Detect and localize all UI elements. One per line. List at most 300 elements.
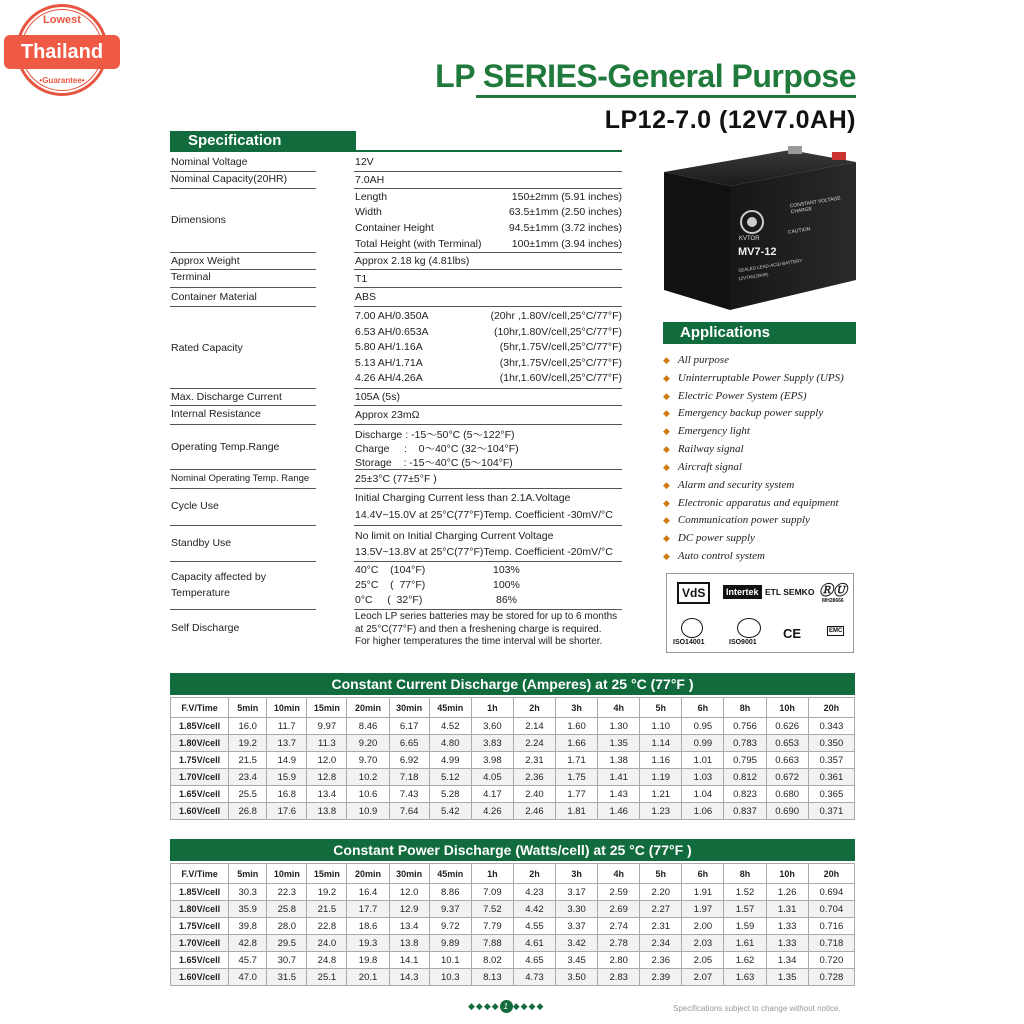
table-cell: 0.357 [808,752,854,769]
table-cell: 0.756 [724,718,766,735]
table-header-cell: 30min [389,698,429,718]
spec-value: Approx 23mΩ [355,409,420,421]
table-cell: 2.31 [513,752,555,769]
table-cell: 1.75V/cell [171,752,229,769]
current-table-title: Constant Current Discharge (Amperes) at 25 °C (77°F ) [170,673,855,695]
table-cell: 1.59 [724,918,766,935]
spec-value: ABS [355,291,377,303]
cap-pct: 86% [496,594,518,606]
rated-cond: (3hr,1.75V/cell,25°C/77°F) [499,357,622,369]
table-cell: 0.663 [766,752,808,769]
table-cell: 1.33 [766,935,808,952]
application-item: ◆ Communication power supply [663,514,810,526]
table-cell: 1.52 [724,884,766,901]
rated-value: 5.13 AH/1.71A [355,357,423,369]
badge-bottom-text: •Guarantee• [39,76,85,85]
table-cell: 47.0 [229,969,267,986]
spec-value: 7.0AH [355,174,385,186]
dim-name: Container Height [355,222,434,234]
certification-logos [666,573,854,653]
rated-value: 4.26 AH/4.26A [355,372,423,384]
standby-line: No limit on Initial Charging Current Voltage [355,530,554,542]
table-header-row [171,864,855,884]
table-cell: 9.70 [347,752,389,769]
table-cell: 8.02 [471,952,513,969]
application-item: ◆ Emergency backup power supply [663,407,824,419]
self-discharge-line: at 25°C(77°F) and then a freshening charge is required. [355,624,602,635]
table-cell: 0.690 [766,803,808,820]
table-cell: 1.91 [682,884,724,901]
table-cell: 4.65 [513,952,555,969]
table-cell: 10.9 [347,803,389,820]
table-cell: 19.2 [307,884,347,901]
table-cell: 0.371 [808,803,854,820]
table-cell: 2.59 [598,884,640,901]
table-cell: 7.52 [471,901,513,918]
table-cell: 5.28 [429,786,471,803]
table-cell: 0.718 [808,935,854,952]
table-cell: 2.80 [598,952,640,969]
table-cell: 1.61 [724,935,766,952]
table-cell: 9.89 [429,935,471,952]
table-cell: 1.01 [682,752,724,769]
table-cell: 6.65 [389,735,429,752]
table-cell: 2.74 [598,918,640,935]
table-cell: 17.7 [347,901,389,918]
intertek-logo: Intertek [723,585,762,599]
table-cell: 4.99 [429,752,471,769]
table-header-cell: F.V/Time [171,698,229,718]
battery-model: MV7-12 [738,246,777,258]
table-cell: 3.37 [556,918,598,935]
standby-line: 13.5V~13.8V at 25°C(77°F)Temp. Coefficient -20mV/°C [355,546,613,558]
table-cell: 4.05 [471,769,513,786]
diamond-icon: ◆ [663,355,670,365]
table-cell: 1.30 [598,718,640,735]
table-cell: 0.672 [766,769,808,786]
rated-value: 5.80 AH/1.16A [355,341,423,353]
table-cell: 8.86 [429,884,471,901]
table-cell: 2.39 [640,969,682,986]
table-cell: 22.8 [307,918,347,935]
table-cell: 0.812 [724,769,766,786]
rated-value: 6.53 AH/0.653A [355,326,429,338]
table-cell: 21.5 [229,752,267,769]
spec-label: Nominal Voltage [171,156,248,168]
table-header-cell: 8h [724,864,766,884]
op-temp-line: Storage : -15～40°C (5～104°F) [355,457,513,469]
iso14001-icon [681,618,703,638]
table-header-cell: 3h [556,864,598,884]
spec-label: Capacity affected by [171,571,266,583]
table-cell: 1.81 [556,803,598,820]
table-cell: 1.04 [682,786,724,803]
table-cell: 30.7 [267,952,307,969]
applications-heading: Applications [663,322,856,344]
table-header-cell: 10h [766,864,808,884]
table-cell: 28.0 [267,918,307,935]
table-cell: 2.46 [513,803,555,820]
table-cell: 1.16 [640,752,682,769]
table-cell: 23.4 [229,769,267,786]
spec-label: Cycle Use [171,500,219,512]
application-item: ◆ Electronic apparatus and equipment [663,497,839,509]
table-cell: 17.6 [267,803,307,820]
application-item: ◆ All purpose [663,354,729,366]
table-cell: 14.9 [267,752,307,769]
table-row [171,752,855,769]
table-cell: 3.83 [471,735,513,752]
table-cell: 9.72 [429,918,471,935]
table-cell: 0.694 [808,884,854,901]
iso14001-label: ISO14001 [673,639,705,646]
table-cell: 14.1 [389,952,429,969]
table-cell: 13.7 [267,735,307,752]
table-cell: 1.63 [724,969,766,986]
table-cell: 3.60 [471,718,513,735]
table-header-cell: 1h [471,864,513,884]
badge-top-text: Lowest [43,14,81,26]
cap-temp: 40°C (104°F) [355,564,426,576]
table-cell: 0.823 [724,786,766,803]
ul-number: MH28666 [822,598,844,604]
table-cell: 5.42 [429,803,471,820]
spec-label: Self Discharge [171,622,240,634]
spec-value: 25±3°C (77±5°F ) [355,473,437,485]
title-rule [476,95,856,98]
table-header-cell: 15min [307,698,347,718]
table-row [171,952,855,969]
power-table-title: Constant Power Discharge (Watts/cell) at 25 °C (77°F ) [170,839,855,861]
table-cell: 22.3 [267,884,307,901]
table-cell: 1.38 [598,752,640,769]
table-cell: 29.5 [267,935,307,952]
battery-image [660,140,860,312]
table-cell: 3.50 [556,969,598,986]
table-cell: 15.9 [267,769,307,786]
table-cell: 16.0 [229,718,267,735]
table-header-cell: 3h [556,698,598,718]
table-cell: 1.21 [640,786,682,803]
table-cell: 2.36 [640,952,682,969]
table-header-cell: 5min [229,864,267,884]
table-cell: 1.80V/cell [171,901,229,918]
table-cell: 10.6 [347,786,389,803]
table-cell: 0.720 [808,952,854,969]
table-cell: 2.78 [598,935,640,952]
application-item: ◆ DC power supply [663,532,755,544]
table-cell: 4.17 [471,786,513,803]
table-cell: 1.57 [724,901,766,918]
table-row [171,935,855,952]
cycle-line: Initial Charging Current less than 2.1A.Voltage [355,492,571,504]
table-cell: 2.05 [682,952,724,969]
table-cell: 1.70V/cell [171,935,229,952]
table-cell: 2.03 [682,935,724,952]
lowest-price-badge [4,4,120,100]
table-cell: 3.17 [556,884,598,901]
dim-name: Total Height (with Terminal) [355,238,482,250]
table-cell: 0.795 [724,752,766,769]
table-cell: 16.4 [347,884,389,901]
table-row [171,769,855,786]
table-cell: 1.71 [556,752,598,769]
table-header-cell: 10min [267,864,307,884]
table-cell: 25.5 [229,786,267,803]
table-cell: 1.03 [682,769,724,786]
table-cell: 25.8 [267,901,307,918]
table-cell: 1.75V/cell [171,918,229,935]
table-row [171,969,855,986]
spec-label: Dimensions [171,214,226,226]
spec-heading: Specification [170,131,356,151]
table-cell: 1.14 [640,735,682,752]
cap-temp: 0°C ( 32°F) [355,594,423,606]
table-cell: 0.361 [808,769,854,786]
table-cell: 1.34 [766,952,808,969]
table-cell: 0.653 [766,735,808,752]
spec-label: Terminal [171,271,211,283]
table-cell: 9.97 [307,718,347,735]
current-discharge-table [170,697,855,820]
table-cell: 24.8 [307,952,347,969]
application-item: ◆ Auto control system [663,550,765,562]
iso9001-icon [737,618,761,638]
table-cell: 1.85V/cell [171,718,229,735]
spec-heading-rule [170,150,622,152]
rated-cond: (10hr,1.80V/cell,25°C/77°F) [493,326,622,338]
table-row [171,718,855,735]
table-cell: 1.19 [640,769,682,786]
emc-logo: EMC [829,628,843,634]
table-cell: 1.85V/cell [171,884,229,901]
table-cell: 20.1 [347,969,389,986]
dim-value: 150±2mm (5.91 inches) [511,191,622,203]
table-cell: 4.42 [513,901,555,918]
table-cell: 0.626 [766,718,808,735]
table-cell: 11.7 [267,718,307,735]
table-cell: 9.37 [429,901,471,918]
table-header-cell: 2h [513,698,555,718]
diamond-icon: ◆ [663,462,670,472]
table-cell: 19.2 [229,735,267,752]
table-header-cell: F.V/Time [171,864,229,884]
table-cell: 7.64 [389,803,429,820]
table-header-cell: 8h [724,698,766,718]
table-cell: 1.43 [598,786,640,803]
table-cell: 39.8 [229,918,267,935]
table-cell: 3.30 [556,901,598,918]
table-cell: 2.69 [598,901,640,918]
ce-logo: CE [783,626,802,641]
table-cell: 2.27 [640,901,682,918]
table-header-cell: 15min [307,864,347,884]
battery-rating-text: 12V7Ah(20HR) [737,271,769,282]
table-cell: 0.783 [724,735,766,752]
dim-name: Width [355,206,382,218]
table-cell: 31.5 [267,969,307,986]
diamond-icon: ◆ [663,391,670,401]
table-cell: 35.9 [229,901,267,918]
table-row [171,803,855,820]
spec-label: Nominal Capacity(20HR) [171,173,288,185]
battery-sub-text: SEALED LEAD-ACID BATTERY [738,257,803,274]
table-cell: 1.60V/cell [171,969,229,986]
table-cell: 8.46 [347,718,389,735]
table-cell: 26.8 [229,803,267,820]
application-item: ◆ Uninterruptable Power Supply (UPS) [663,372,844,384]
diamond-icon: ◆ [663,498,670,508]
dim-value: 63.5±1mm (2.50 inches) [508,206,622,218]
table-header-cell: 20min [347,864,389,884]
table-header-cell: 20h [808,698,854,718]
table-cell: 1.23 [640,803,682,820]
table-cell: 19.3 [347,935,389,952]
table-cell: 12.0 [389,884,429,901]
rated-value: 7.00 AH/0.350A [355,310,429,322]
table-cell: 1.60 [556,718,598,735]
dim-name: Length [355,191,388,203]
battery-charge-text: CONSTANT VOLTAGE CHARGE [789,195,842,216]
table-cell: 0.350 [808,735,854,752]
badge-main-text: Thailand [4,35,120,69]
table-cell: 5.12 [429,769,471,786]
table-cell: 1.60V/cell [171,803,229,820]
table-cell: 1.26 [766,884,808,901]
table-cell: 7.09 [471,884,513,901]
table-cell: 1.62 [724,952,766,969]
table-header-cell: 1h [471,698,513,718]
diamond-icon: ◆ [663,551,670,561]
table-header-cell: 5h [640,698,682,718]
table-header-cell: 10h [766,698,808,718]
table-cell: 2.31 [640,918,682,935]
vds-logo: VdS [677,582,710,604]
spec-label: Nominal Operating Temp. Range [171,473,310,484]
table-cell: 45.7 [229,952,267,969]
table-cell: 1.97 [682,901,724,918]
spec-value: Approx 2.18 kg (4.81lbs) [355,255,470,267]
model-title: LP12-7.0 (12V7.0AH) [604,106,856,134]
table-cell: 11.3 [307,735,347,752]
application-item: ◆ Aircraft signal [663,461,742,473]
table-cell: 0.680 [766,786,808,803]
table-header-cell: 5h [640,864,682,884]
table-cell: 13.4 [389,918,429,935]
table-cell: 8.13 [471,969,513,986]
table-cell: 1.65V/cell [171,786,229,803]
spec-label: Rated Capacity [171,342,243,354]
self-discharge-line: Leoch LP series batteries may be stored for up to 6 months [355,611,618,622]
battery-caution-text: CAUTION [787,226,811,236]
table-cell: 7.88 [471,935,513,952]
diamond-icon: ◆ [663,408,670,418]
spec-label: Internal Resistance [171,408,261,420]
table-cell: 2.14 [513,718,555,735]
spec-label: Standby Use [171,537,232,549]
table-header-cell: 2h [513,864,555,884]
table-row [171,884,855,901]
table-header-cell: 5min [229,698,267,718]
table-cell: 19.8 [347,952,389,969]
table-header-cell: 10min [267,698,307,718]
table-cell: 2.36 [513,769,555,786]
table-cell: 1.65V/cell [171,952,229,969]
table-cell: 2.07 [682,969,724,986]
table-cell: 30.3 [229,884,267,901]
table-cell: 24.0 [307,935,347,952]
spec-value: 12V [355,156,374,168]
table-cell: 3.42 [556,935,598,952]
battery-brand: KVTOR [739,236,760,242]
diamond-icon: ◆ [663,444,670,454]
self-discharge-line: For higher temperatures the time interval will be shorter. [355,636,603,647]
cap-temp: 25°C ( 77°F) [355,579,426,591]
table-cell: 0.99 [682,735,724,752]
application-item: ◆ Railway signal [663,443,744,455]
iso9001-label: ISO9001 [729,639,757,646]
table-cell: 2.34 [640,935,682,952]
table-cell: 1.35 [598,735,640,752]
spec-label: Approx Weight [171,255,240,267]
table-header-cell: 6h [682,864,724,884]
table-cell: 12.8 [307,769,347,786]
op-temp-line: Charge : 0～40°C (32～104°F) [355,443,519,455]
diamond-icon: ◆ [663,426,670,436]
spec-label: Operating Temp.Range [171,441,280,453]
table-cell: 1.66 [556,735,598,752]
table-cell: 13.4 [307,786,347,803]
table-header-cell: 20min [347,698,389,718]
table-cell: 10.1 [429,952,471,969]
diamond-icon: ◆ [663,373,670,383]
table-cell: 12.9 [389,901,429,918]
rated-cond: (5hr,1.75V/cell,25°C/77°F) [499,341,622,353]
spec-value: 105A (5s) [355,391,400,403]
table-row [171,918,855,935]
table-cell: 1.46 [598,803,640,820]
etl-semko-logo: ETL SEMKO [765,587,815,597]
table-cell: 2.40 [513,786,555,803]
table-header-cell: 6h [682,698,724,718]
series-title: LP SERIES-General Purpose [435,58,856,94]
table-cell: 4.23 [513,884,555,901]
table-cell: 6.17 [389,718,429,735]
table-cell: 0.837 [724,803,766,820]
table-cell: 1.41 [598,769,640,786]
dim-value: 100±1mm (3.94 inches) [511,238,622,250]
table-cell: 21.5 [307,901,347,918]
table-cell: 2.00 [682,918,724,935]
op-temp-line: Discharge : -15～50°C (5～122°F) [355,429,515,441]
page-number: ◆◆◆◆ 1 ◆◆◆◆ [468,1001,545,1011]
table-cell: 0.716 [808,918,854,935]
table-cell: 4.73 [513,969,555,986]
cap-pct: 100% [493,579,520,591]
power-discharge-table [170,863,855,986]
table-cell: 25.1 [307,969,347,986]
table-cell: 16.8 [267,786,307,803]
cycle-line: 14.4V~15.0V at 25°C(77°F)Temp. Coefficient -30mV/°C [355,509,613,521]
table-cell: 6.92 [389,752,429,769]
table-cell: 1.75 [556,769,598,786]
application-item: ◆ Electric Power System (EPS) [663,390,807,402]
footer-note: Specifications subject to change without notice. [673,1004,841,1013]
cap-pct: 103% [493,564,520,576]
spec-value: T1 [355,273,368,285]
table-row [171,735,855,752]
table-cell: 0.704 [808,901,854,918]
